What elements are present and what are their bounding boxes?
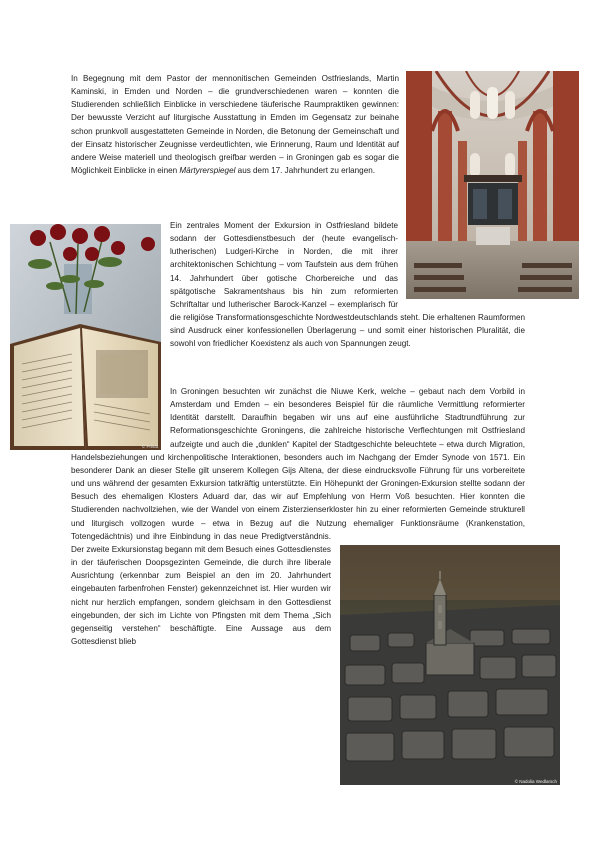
model-photo-credit: © Nadolia Wedlarsch (514, 779, 557, 784)
martyrs-mirror-title: Märtyrerspiegel (179, 166, 236, 176)
city-model-photo (340, 545, 560, 785)
groningen-text: In Groningen besuchten wir zunächst die Niuwe Kerk, welche – gebaut nach dem Vorbild in Amsterdam und Emden – ein besonderes Beispiel für die räumliche Vermittlung reformierter Identität darstellt. Daraufhin begaben wir uns auf eine ausführliche Stadtrundführung zur Reformationsgeschichte Groningens, die zahlreiche historische Verflechtungen mit Ostfriesland aufzeigte und auch die „dunklen“ Kapitel der Stadtgeschichte beleuchtete – etwa durch Migration, Handelsbeziehungen und kirchenpolitische Interaktionen, besonders auch im Nachgang der Emder Synode von 1571. Ein besonderer Dank an dieser Stelle gilt unserem Kollegen Gijs Altena, der diese eindrucksvolle Führung für uns vorbereitete und uns während der gesamten Exkursion tatkräftig unterstützte. Ein Höhepunkt der Groningen-Exkursion stellte sodann der Besuch des ehemaligen Klosters Aduard dar, das wir auf Empfehlung von Herrn Voß besuchten. Hier konnten die Studierenden nachvollziehen, wie der Wandel von einem Zisterzienserkloster hin zu einer reformierten Gemeinde strukturell und liturgisch vollzogen wurde – etwa in Bezug auf die Nutzung ehemaliger Funktionsräume (Krankenstation, Totengedächtnis) und ihre Einbindung in das neue Predigtverständnis. Der zweite Exkursionstag begann mit dem Besuch eines Gottesdienstes in der täuferischen Doopsgezinten Gemeinde, die durch ihre liberale Ausrichtung (erkennbar zum Beispiel an den im 20. Jahrhundert eingebauten farbenfrohen Fenster) gekennzeichnet ist. Hier wurden wir nicht nur herzlich empfangen, sondern gleichsam in den Gottesdienst eingebunden, der sich im Lichte von Pfingsten mit dem Thema „Sich gegenseitig verstehen“ beschäftigte. Eine Aussage aus dem Gottesdienst blieb (71, 387, 525, 646)
intro-text: In Begegnung mit dem Pastor der mennonitischen Gemeinden Ostfrieslands, Martin Kaminski, in Emden und Norden – die grundverschiedenen waren – konnten die Studierenden schließlich Einblicke in verschiedene täuferische Raumpraktiken gewinnen: Der bewusste Verzicht auf liturgische Ausstattung in Emden im Gegensatz zur beinahe schon prunkvoll ausgestatteten Gemeinde in Norden, die Betonung der Gemeinschaft und der Einsatz historischer Zeugnisse verdeutlichten, wie Erinnerung, Raum und Identität auf andere Weise materiell und theologisch greifbar werden – in Groningen gab es sogar die Möglichkeit Einblicke in einen (71, 74, 399, 176)
church-interior-photo (406, 71, 579, 299)
book-photo-credit: © Privat (141, 444, 158, 449)
martyrs-mirror-book-photo (10, 224, 161, 450)
paragraph-intro (71, 72, 399, 220)
intro-text-end: aus dem 17. Jahrhundert zu erlangen. (237, 166, 375, 176)
ludgeri-text: Ein zentrales Moment der Exkursion in Ostfriesland bildete sodann der Gottesdienstbesuch der (heute evangelisch-lutherischen) Ludgeri-Kirche in Norden, die mit ihrer architektonischen Schichtung – vom Taufstein aus dem frühen 14. Jahrhundert über gotische Chorbereiche und das spätgotische Sakramentshaus bis hin zum reformierten Schriftaltar und lutherischer Barock-Kanzel – exemplarisch für die religiöse Transformationsgeschichte Nordwestdeutschlands steht. Die erhaltenen Raumformen sind Ausdruck einer konfessionellen Überlagerung – und somit einer historischen Pluralität, die sowohl von friedlicher Koexistenz als auch von Spannungen zeugt. (170, 221, 525, 349)
